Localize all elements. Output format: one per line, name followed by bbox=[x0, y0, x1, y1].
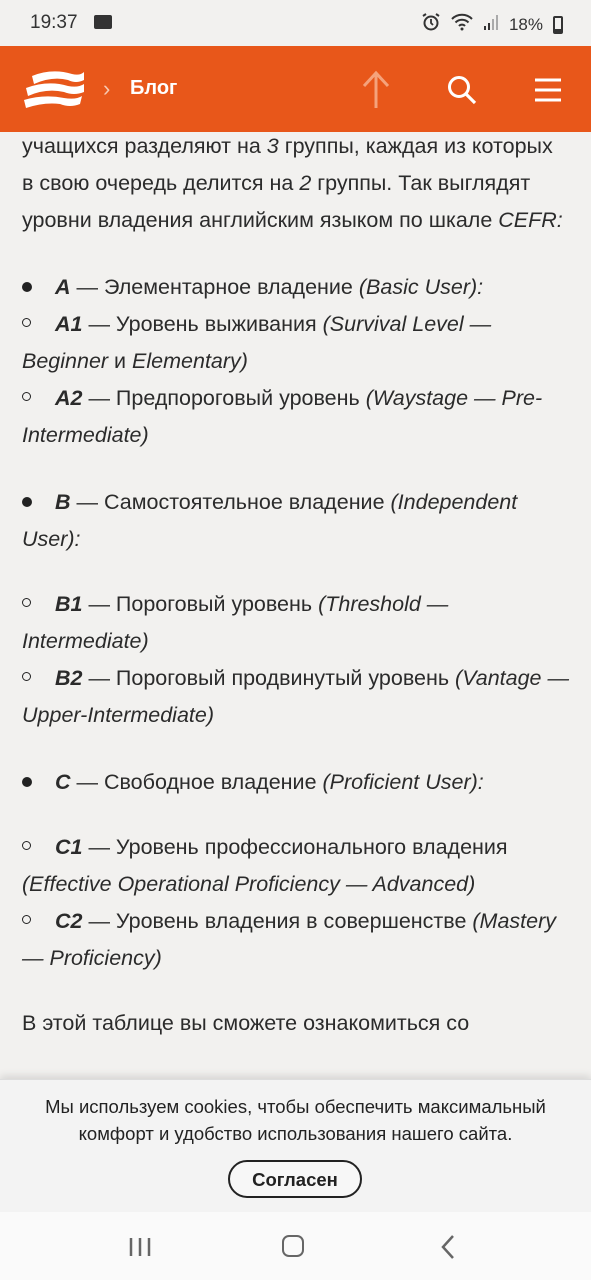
list-item-level-c1: C1 — Уровень профессионального владения (Effective Operational Proficiency — Advanced) bbox=[22, 835, 508, 896]
alarm-icon bbox=[421, 12, 441, 38]
bullet-ring-icon bbox=[22, 318, 31, 327]
menu-icon bbox=[533, 77, 563, 103]
bullet-ring-icon bbox=[22, 598, 31, 607]
signal-icon bbox=[483, 13, 499, 37]
recent-apps-icon[interactable] bbox=[128, 1236, 152, 1258]
wifi-icon bbox=[451, 13, 473, 37]
list-item-level-c2: C2 — Уровень владения в совершенстве (Mastery — Proficiency) bbox=[22, 909, 557, 970]
arrow-up-icon bbox=[361, 70, 391, 110]
battery-icon bbox=[553, 16, 563, 34]
bullet-ring-icon bbox=[22, 841, 31, 850]
list-item-level-a1: A1 — Уровень выживания (Survival Level — Beginner и Elementary) bbox=[22, 312, 492, 373]
bullet-ring-icon bbox=[22, 392, 31, 401]
list-item-level-b: B — Самостоятельное владение (Independent User): bbox=[22, 490, 518, 551]
search-icon bbox=[446, 74, 478, 106]
folder-notification-icon bbox=[94, 15, 112, 29]
intro-paragraph: учащихся разделяют на 3 группы, каждая из которых в свою очередь делится на 2 группы. Так выглядят уровни владения английским языком по шкале CEFR: bbox=[22, 134, 563, 232]
list-item-level-b2: B2 — Пороговый продвинутый уровень (Vantage — Upper-Intermediate) bbox=[22, 666, 569, 727]
bullet-icon bbox=[22, 777, 32, 787]
status-bar bbox=[0, 0, 591, 46]
home-icon[interactable] bbox=[282, 1235, 304, 1257]
app-header bbox=[0, 46, 591, 132]
bullet-icon bbox=[22, 497, 32, 507]
article-body bbox=[22, 128, 570, 1042]
closing-paragraph: В этой таблице вы сможете ознакомиться со bbox=[22, 1011, 470, 1035]
cookie-banner bbox=[0, 1079, 591, 1213]
system-nav-bar bbox=[0, 1212, 591, 1280]
bullet-ring-icon bbox=[22, 672, 31, 681]
battery-percent: 18% bbox=[508, 15, 543, 34]
breadcrumb-separator: › bbox=[103, 76, 111, 101]
agree-button[interactable]: Согласен bbox=[228, 1160, 362, 1198]
cookie-message: Мы используем cookies, чтобы обеспечить максимальный комфорт и удобство использования нашего сайта. bbox=[45, 1096, 546, 1144]
list-item-level-b1: B1 — Пороговый уровень (Threshold — Intermediate) bbox=[22, 592, 449, 653]
list-item-level-a2: A2 — Предпороговый уровень (Waystage — Pre-Intermediate) bbox=[22, 386, 543, 447]
status-time: 19:37 bbox=[30, 12, 78, 33]
status-icons bbox=[421, 12, 563, 38]
bullet-ring-icon bbox=[22, 915, 31, 924]
scroll-top-button[interactable] bbox=[354, 68, 398, 112]
breadcrumb-blog[interactable]: Блог bbox=[130, 77, 178, 99]
bullet-icon bbox=[22, 282, 32, 292]
logo[interactable] bbox=[22, 68, 88, 112]
list-item-level-c: C — Свободное владение (Proficient User): bbox=[22, 764, 570, 801]
back-icon[interactable] bbox=[440, 1234, 456, 1260]
list-item-level-a: A — Элементарное владение (Basic User): bbox=[22, 269, 570, 306]
search-button[interactable] bbox=[440, 68, 484, 112]
menu-button[interactable] bbox=[526, 68, 570, 112]
